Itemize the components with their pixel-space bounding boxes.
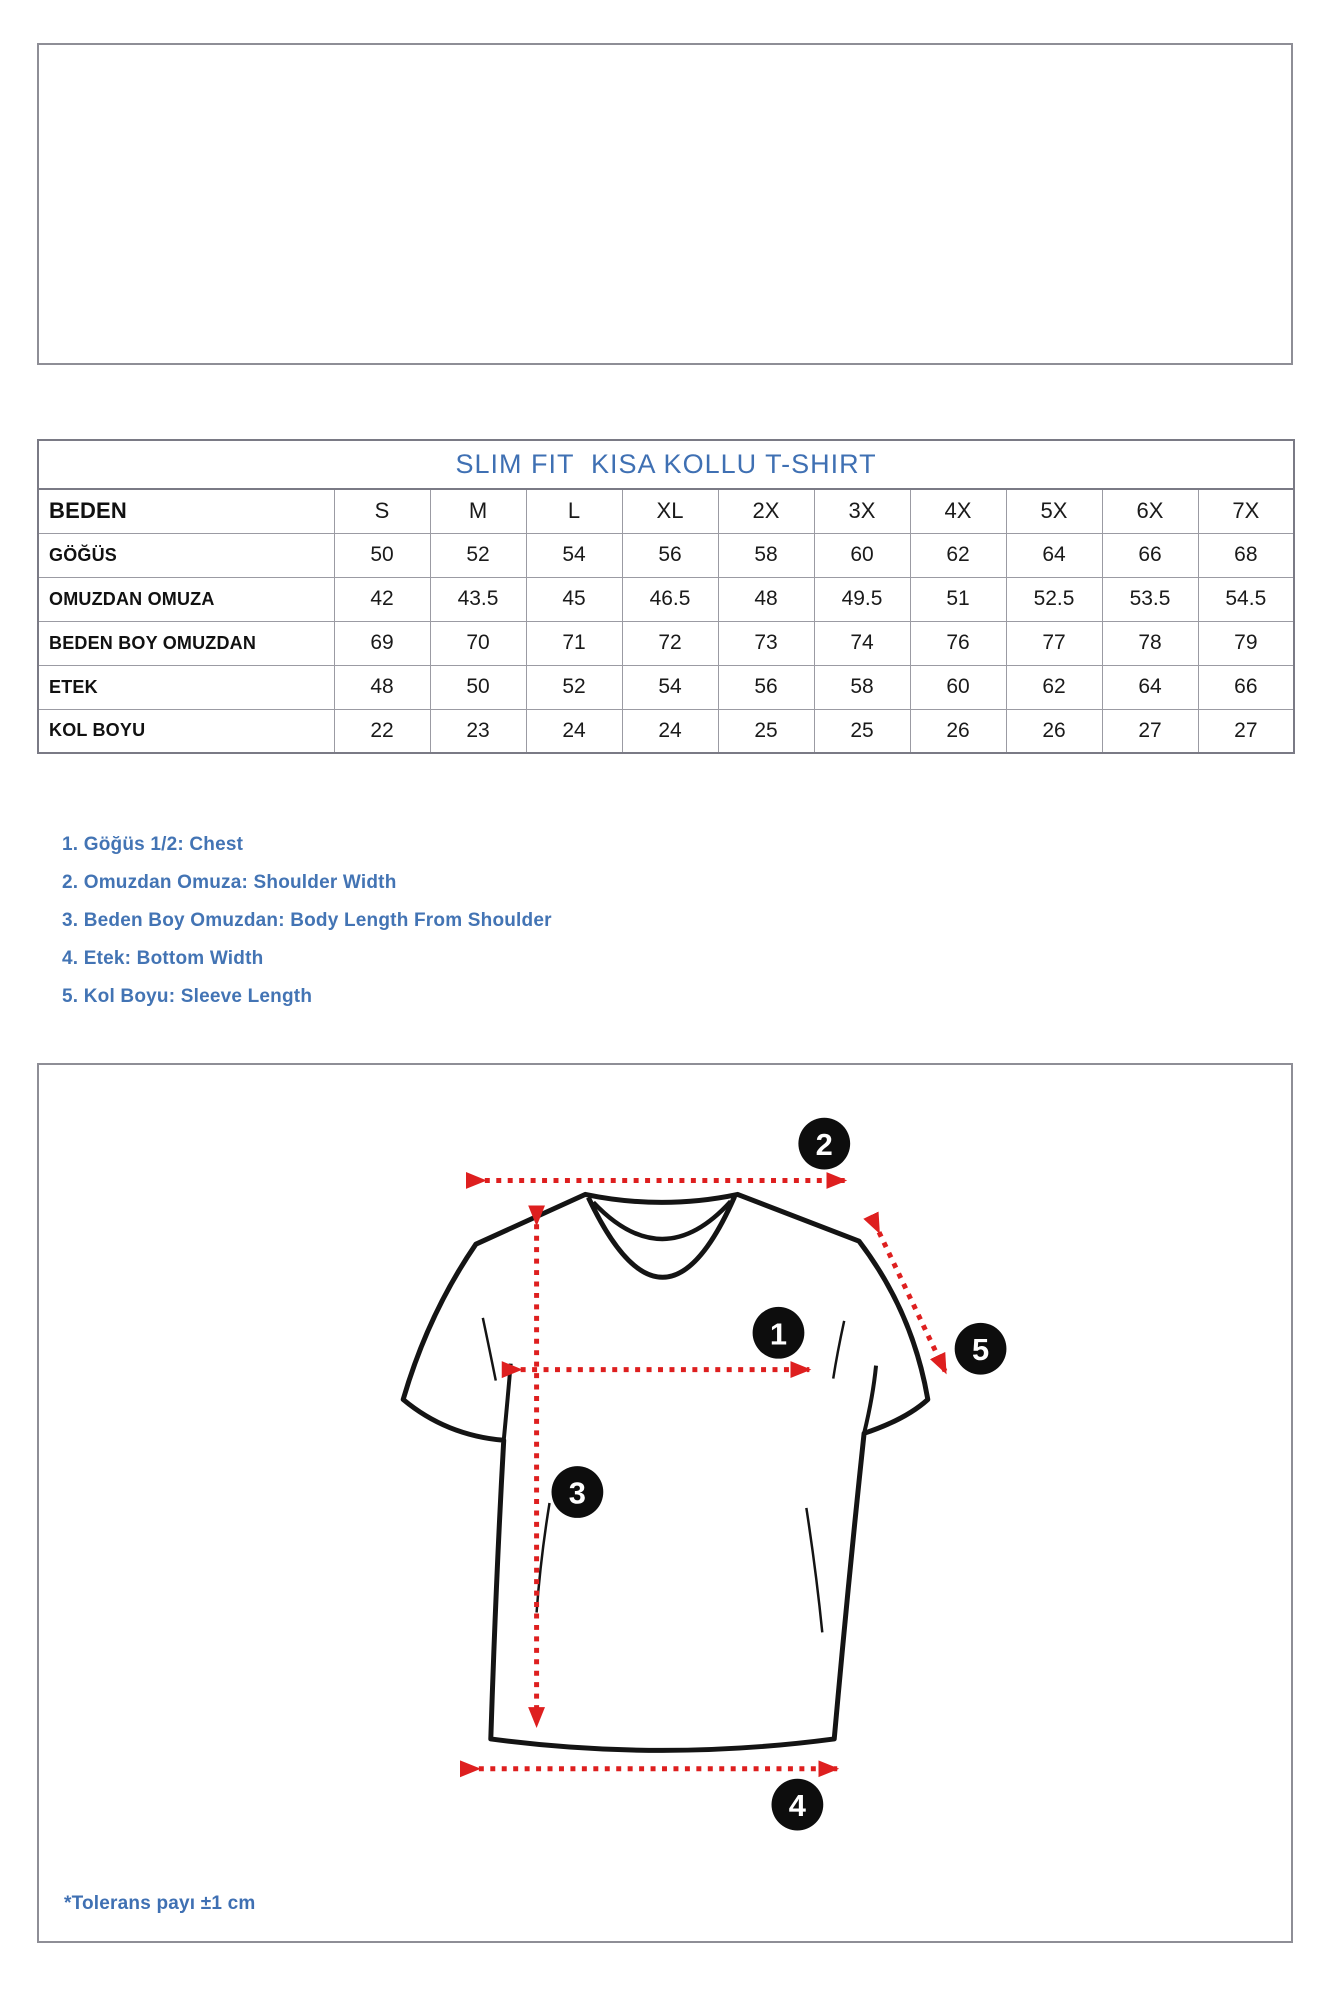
table-cell: 56: [622, 533, 718, 577]
table-title-row: [38, 440, 1294, 489]
table-row: [38, 577, 1294, 621]
table-cell: 27: [1102, 709, 1198, 753]
table-cell: 24: [526, 709, 622, 753]
table-cell: 64: [1006, 533, 1102, 577]
tolerance-note: *Tolerans payı ±1 cm: [64, 1893, 256, 1914]
table-cell: 56: [718, 665, 814, 709]
legend-item: 1. Göğüs 1/2: Chest: [62, 834, 244, 855]
svg-text:2: 2: [815, 1127, 833, 1163]
table-cell: 74: [814, 621, 910, 665]
table-cell: 60: [814, 533, 910, 577]
table-cell: 60: [910, 665, 1006, 709]
table-cell: 69: [334, 621, 430, 665]
size-col-header: 3X: [814, 489, 910, 533]
table-cell: 79: [1198, 621, 1294, 665]
product-image-placeholder: [37, 43, 1293, 365]
table-cell: 72: [622, 621, 718, 665]
measurement-legend: [62, 826, 552, 1016]
table-row: [38, 665, 1294, 709]
table-cell: 54: [622, 665, 718, 709]
table-title: SLIM FIT KISA KOLLU T-SHIRT: [455, 449, 877, 479]
table-cell: 22: [334, 709, 430, 753]
table-cell: 62: [1006, 665, 1102, 709]
size-col-header: 2X: [718, 489, 814, 533]
table-cell: 71: [526, 621, 622, 665]
table-cell: 23: [430, 709, 526, 753]
size-col-header: S: [334, 489, 430, 533]
svg-text:4: 4: [788, 1788, 806, 1824]
table-cell: 52: [526, 665, 622, 709]
table-cell: 66: [1102, 533, 1198, 577]
table-cell: 48: [334, 665, 430, 709]
table-cell: 49.5: [814, 577, 910, 621]
table-cell: 58: [814, 665, 910, 709]
table-cell: 77: [1006, 621, 1102, 665]
table-cell: 52: [430, 533, 526, 577]
table-cell: 64: [1102, 665, 1198, 709]
table-cell: 52.5: [1006, 577, 1102, 621]
marker-badge-2: [798, 1118, 850, 1170]
table-cell: 51: [910, 577, 1006, 621]
table-cell: 42: [334, 577, 430, 621]
row-label: KOL BOYU: [38, 709, 334, 753]
marker-badge-4: [772, 1779, 824, 1831]
table-cell: 50: [430, 665, 526, 709]
tshirt-outline-icon: [403, 1194, 928, 1750]
measurement-diagram-box: [37, 1063, 1293, 1943]
size-col-header: XL: [622, 489, 718, 533]
legend-item: 2. Omuzdan Omuza: Shoulder Width: [62, 872, 397, 893]
size-col-header: 5X: [1006, 489, 1102, 533]
row-label: BEDEN BOY OMUZDAN: [38, 621, 334, 665]
table-row: [38, 709, 1294, 753]
svg-text:5: 5: [971, 1332, 990, 1368]
table-cell: 68: [1198, 533, 1294, 577]
row-label: ETEK: [38, 665, 334, 709]
size-table: [37, 439, 1295, 754]
table-cell: 25: [718, 709, 814, 753]
legend-item: 5. Kol Boyu: Sleeve Length: [62, 986, 313, 1007]
svg-text:1: 1: [769, 1316, 788, 1352]
header-label: BEDEN: [38, 489, 334, 533]
table-cell: 54: [526, 533, 622, 577]
marker-badge-1: [753, 1307, 805, 1359]
legend-item: 4. Etek: Bottom Width: [62, 948, 264, 969]
row-label: OMUZDAN OMUZA: [38, 577, 334, 621]
table-cell: 26: [910, 709, 1006, 753]
table-row: [38, 621, 1294, 665]
table-cell: 66: [1198, 665, 1294, 709]
table-cell: 76: [910, 621, 1006, 665]
table-cell: 45: [526, 577, 622, 621]
size-col-header: 7X: [1198, 489, 1294, 533]
table-cell: 46.5: [622, 577, 718, 621]
table-cell: 43.5: [430, 577, 526, 621]
size-col-header: M: [430, 489, 526, 533]
table-cell: 53.5: [1102, 577, 1198, 621]
table-cell: 48: [718, 577, 814, 621]
marker-badge-5: [955, 1323, 1007, 1375]
row-label: GÖĞÜS: [38, 533, 334, 577]
legend-item: 3. Beden Boy Omuzdan: Body Length From Shoulder: [62, 910, 552, 931]
table-cell: 70: [430, 621, 526, 665]
table-cell: 50: [334, 533, 430, 577]
svg-text:3: 3: [568, 1475, 586, 1511]
table-cell: 58: [718, 533, 814, 577]
table-cell: 78: [1102, 621, 1198, 665]
table-cell: 73: [718, 621, 814, 665]
table-cell: 54.5: [1198, 577, 1294, 621]
table-cell: 26: [1006, 709, 1102, 753]
table-cell: 27: [1198, 709, 1294, 753]
tshirt-measurement-diagram-icon: [39, 1065, 1291, 1941]
table-cell: 25: [814, 709, 910, 753]
table-cell: 24: [622, 709, 718, 753]
marker-badge-3: [552, 1466, 604, 1518]
table-header-row: [38, 489, 1294, 533]
size-col-header: 6X: [1102, 489, 1198, 533]
size-col-header: 4X: [910, 489, 1006, 533]
table-cell: 62: [910, 533, 1006, 577]
table-row: [38, 533, 1294, 577]
size-col-header: L: [526, 489, 622, 533]
